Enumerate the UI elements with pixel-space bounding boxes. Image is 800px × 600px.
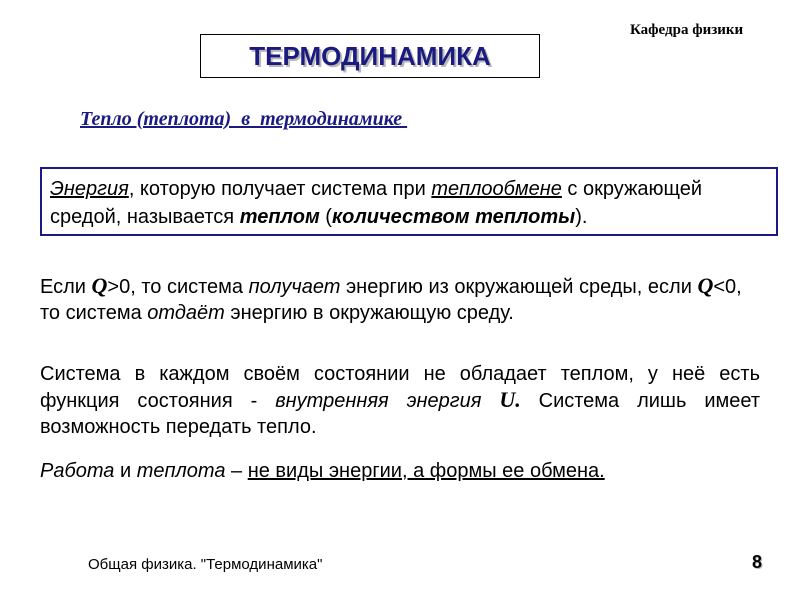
symbol-q: Q xyxy=(91,273,108,298)
paragraph-internal-energy xyxy=(40,361,760,440)
definition-term-heat-exchange: теплообмене xyxy=(431,178,562,200)
footer-text: Общая физика. "Термодинамика" xyxy=(88,556,323,573)
paragraph-sign-of-q xyxy=(40,273,760,326)
paragraph-work-and-heat xyxy=(40,458,760,484)
definition-term-heat: теплом xyxy=(239,206,320,228)
page-number: 8 xyxy=(752,552,763,572)
department-label: Кафедра физики xyxy=(630,22,744,38)
definition-box xyxy=(40,167,778,236)
term-gives: отдаёт xyxy=(147,302,225,324)
term-internal-energy: внутренняя энергия xyxy=(275,390,482,412)
symbol-q: Q xyxy=(697,273,714,298)
paragraph-text: Система в каждом своём состоянии не обладает теплом, у неё есть функция состояния - xyxy=(40,363,760,412)
paragraph-text: энергию из окружающей среды, если xyxy=(340,276,698,298)
definition-text: ). xyxy=(575,206,588,228)
slide-title: ТЕРМОДИНАМИКА xyxy=(200,34,540,78)
definition-text: , которую получает система при xyxy=(128,178,432,200)
term-heat: теплота xyxy=(136,460,226,482)
paragraph-text: и xyxy=(114,460,137,482)
paragraph-text: Если xyxy=(40,276,92,298)
paragraph-text: >0, то система xyxy=(107,276,249,298)
paragraph-text: <0, то система xyxy=(40,276,742,324)
paragraph-text xyxy=(481,390,499,412)
definition-text: с окружающей средой, называется xyxy=(50,178,703,228)
definition-text: ( xyxy=(319,206,332,228)
term-receives: получает xyxy=(248,276,341,298)
paragraph-text: Система лишь имеет возможность передать тепло. xyxy=(40,390,760,438)
definition-term-quantity-of-heat: количеством теплоты xyxy=(331,206,576,228)
symbol-u: U. xyxy=(499,387,521,412)
term-work: Работа xyxy=(40,460,115,482)
slide-subtitle: Тепло (теплота) в термодинамике xyxy=(80,108,408,130)
term-forms-of-exchange: не виды энергии, а формы ее обмена. xyxy=(247,460,605,482)
definition-term-energy: Энергия xyxy=(50,178,129,200)
paragraph-text: – xyxy=(225,460,248,482)
paragraph-text: энергию в окружающую среду. xyxy=(224,302,514,324)
